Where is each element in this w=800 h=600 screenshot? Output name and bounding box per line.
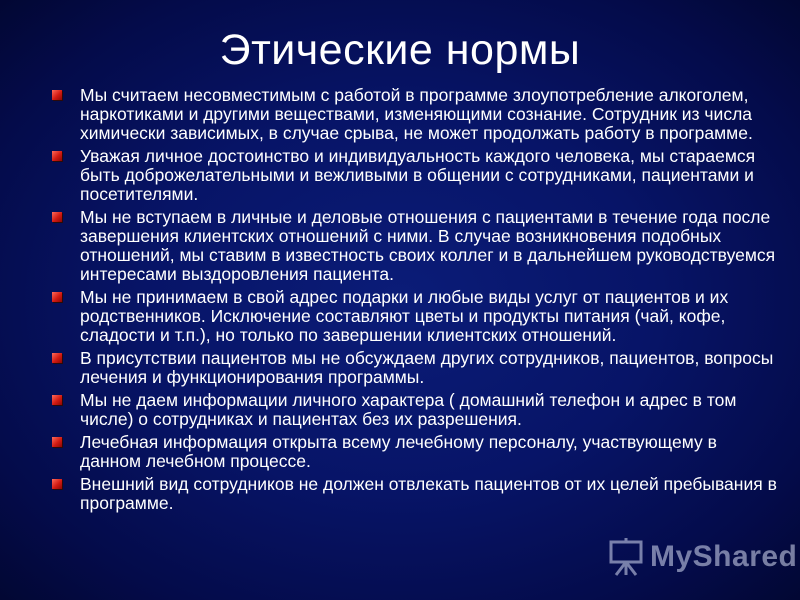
square-bullet-icon <box>52 437 62 447</box>
square-bullet-icon <box>52 90 62 100</box>
bullet-item <box>48 391 778 429</box>
bullet-text: Мы считаем несовместимым с работой в программе злоупотребление алкоголем, наркотиками и другими веществами, изменяющими сознание. Сотрудник из числа химически зависимых, в случае срыва, не может продолжать работу в программе. <box>80 85 753 143</box>
bullet-text: Уважая личное достоинство и индивидуальность каждого человека, мы стараемся быть доброжелательными и вежливыми в общении с сотрудниками, пациентами и посетителями. <box>80 146 756 204</box>
bullet-item <box>48 86 778 143</box>
bullet-item <box>48 349 778 387</box>
bullet-text: Мы не вступаем в личные и деловые отношения с пациентами в течение года после завершения клиентских отношений с ними. В случае возникновения подобных отношений, мы ставим в известность своих коллег и в дальнейшем руководствуемся интересами выздоровления пациента. <box>80 207 776 284</box>
bullet-text: Мы не даем информации личного характера ( домашний телефон и адрес в том числе) о сотрудниках и пациентах без их разрешения. <box>80 390 737 429</box>
bullet-list <box>48 86 778 517</box>
bullet-item <box>48 433 778 471</box>
bullet-item <box>48 147 778 204</box>
square-bullet-icon <box>52 353 62 363</box>
presentation-board-icon <box>608 537 644 577</box>
watermark <box>608 537 797 577</box>
bullet-item <box>48 475 778 513</box>
square-bullet-icon <box>52 151 62 161</box>
slide-title: Этические нормы <box>219 26 581 74</box>
watermark-text: MyShared <box>650 540 798 573</box>
bullet-text: Мы не принимаем в свой адрес подарки и любые виды услуг от пациентов и их родственников. Исключение составляют цветы и продукты питания (чай, кофе, сладости и т.п.), но только по завершении клиентских отношений. <box>80 287 729 345</box>
square-bullet-icon <box>52 292 62 302</box>
square-bullet-icon <box>52 212 62 222</box>
bullet-text: Внешний вид сотрудников не должен отвлекать пациентов от их целей пребывания в программе. <box>80 474 777 513</box>
bullet-text: В присутствии пациентов мы не обсуждаем других сотрудников, пациентов, вопросы лечения и функционирования программы. <box>80 348 774 387</box>
square-bullet-icon <box>52 479 62 489</box>
bullet-text: Лечебная информация открыта всему лечебному персоналу, участвующему в данном лечебном процессе. <box>80 432 717 471</box>
square-bullet-icon <box>52 395 62 405</box>
bullet-item <box>48 208 778 284</box>
bullet-item <box>48 288 778 345</box>
